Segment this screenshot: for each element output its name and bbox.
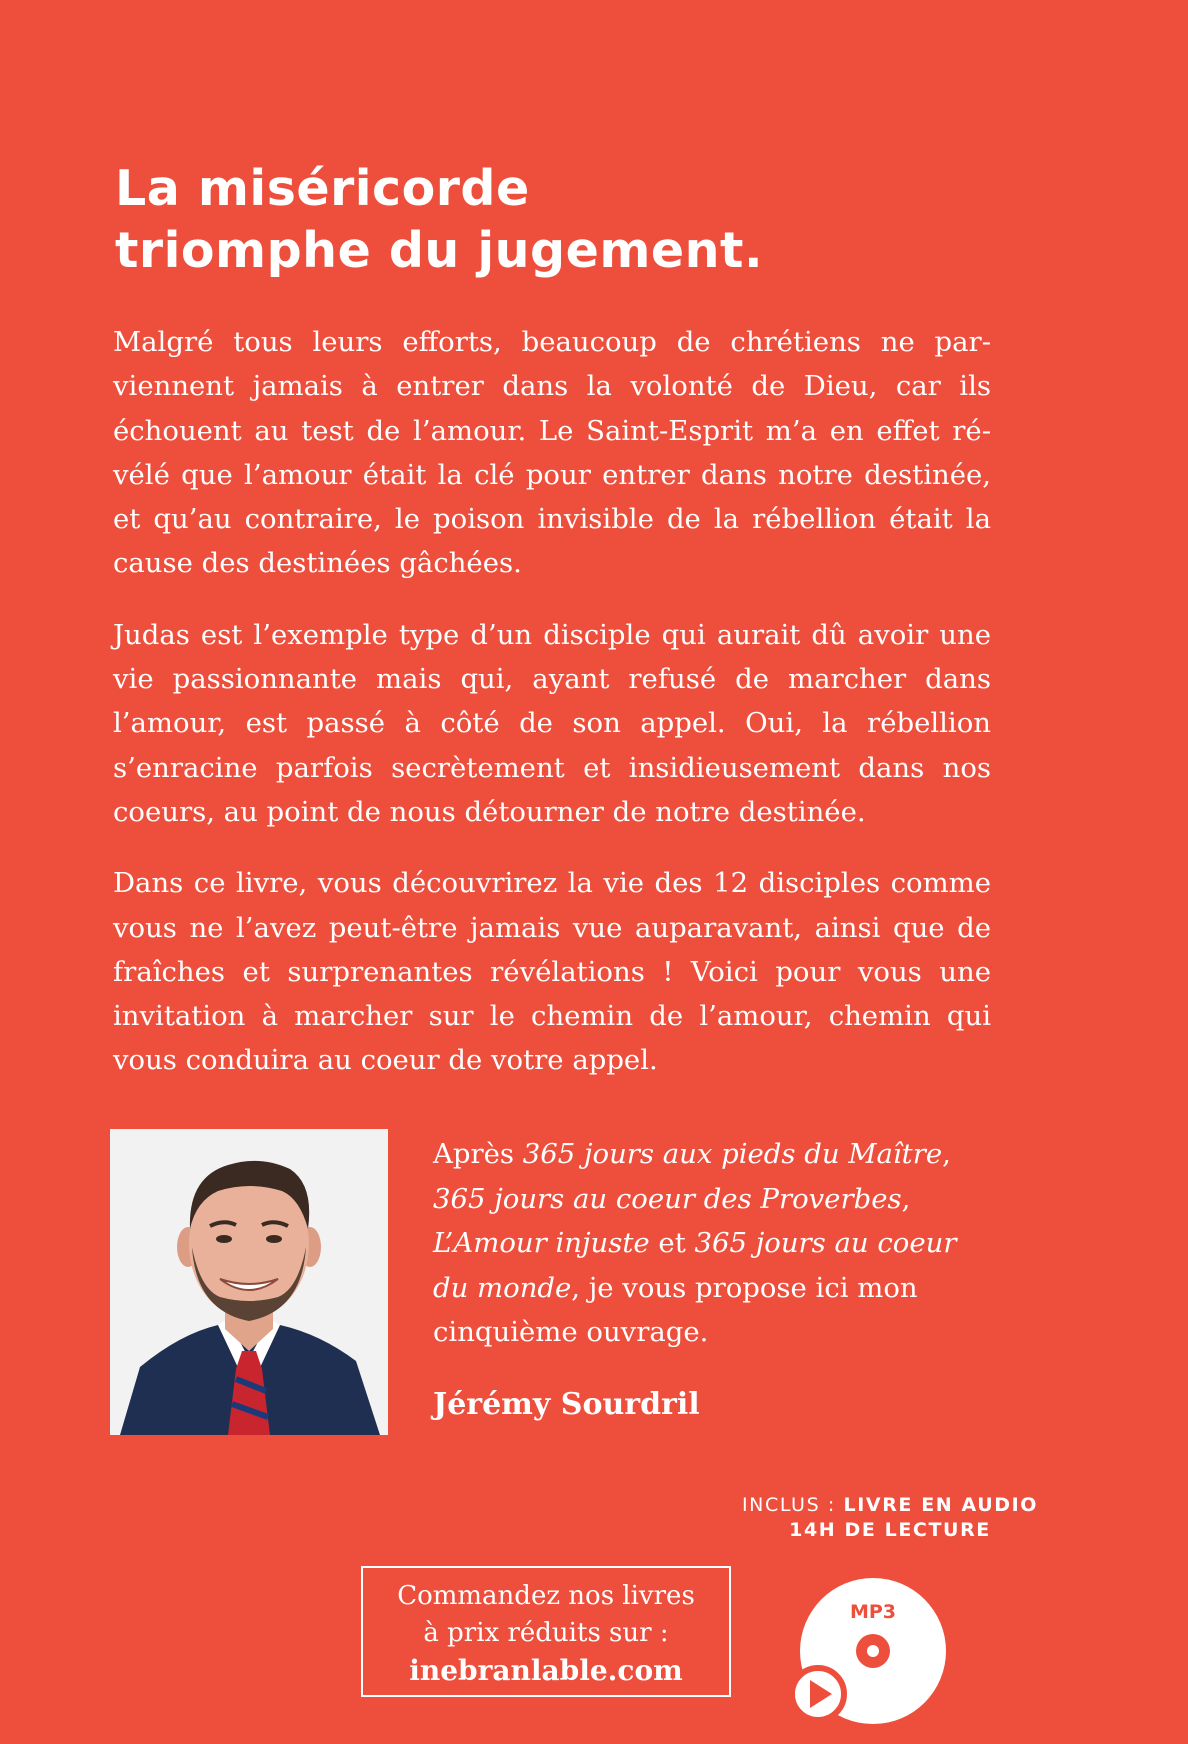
mp3-format-label: MP3 <box>849 1601 897 1623</box>
synopsis-paragraph-1: Malgré tous leurs efforts, beaucoup de chrétiens ne parviennent jamais à entrer dans la volonté de Dieu, car ils échouent au test de l’amour. Le Saint-Esprit m’a en effet révélé que l’amour était la clé pour entrer dans notre destinée, et qu’au contraire, le poison invisible de la rébellion était la cause des destinées gâchées. <box>113 326 991 580</box>
blurb-text-1: Après <box>433 1138 523 1170</box>
headline-line-2: triomphe du jugement. <box>115 222 764 279</box>
order-line-2: à prix réduits sur : <box>423 1618 669 1648</box>
blurb-text-5: , je vous propose ici mon cinquième ouvrage. <box>433 1271 918 1348</box>
author-name: Jérémy Sourdril <box>433 1387 700 1422</box>
book-title-3: L’Amour injuste <box>433 1227 650 1259</box>
blurb-text-4: et <box>649 1227 695 1259</box>
headline-line-1: La miséricorde <box>115 160 530 217</box>
synopsis <box>113 320 991 1110</box>
blurb-text-3: , <box>901 1182 911 1215</box>
synopsis-paragraph-2: Judas est l’exemple type d’un disciple qui aurait dû avoir une vie passionnante mais qui, ayant refusé de marcher dans l’amour, est passé à côté de son appel. Oui, la rébellion s’enracine parfois secrètement et insidieusement dans nos coeurs, au point de nous détourner de notre destinée. <box>113 618 991 828</box>
book-title-2: 365 jours au coeur des Proverbes <box>433 1182 902 1215</box>
book-title-1: 365 jours aux pieds du Maître <box>522 1138 943 1170</box>
blurb-text-2: , <box>942 1138 951 1170</box>
audio-included-label <box>700 1493 1080 1543</box>
order-line-1: Commandez nos livres <box>397 1581 695 1611</box>
author-portrait-illustration <box>110 1129 388 1435</box>
order-box <box>361 1566 731 1697</box>
included-label: INCLUS : <box>741 1494 836 1516</box>
book-title-4: 365 jours au coeur du monde <box>433 1227 957 1304</box>
headline <box>115 158 1015 282</box>
author-photo <box>110 1129 388 1435</box>
included-item: LIVRE EN AUDIO <box>843 1494 1039 1516</box>
mp3-disc-icon <box>784 1576 960 1726</box>
synopsis-paragraph-3: Dans ce livre, vous découvrirez la vie des 12 disciples comme vous ne l’avez peut-être jamais vue auparavant, ainsi que de fraîches et surprenantes révélations ! Voici pour vous une invitation à marcher sur le chemin de l’amour, chemin qui vous conduira au coeur de votre appel. <box>113 867 991 1077</box>
audio-duration: 14H DE LECTURE <box>789 1519 991 1541</box>
author-blurb <box>433 1132 993 1355</box>
order-website-link[interactable]: inebranlable.com <box>409 1654 683 1687</box>
